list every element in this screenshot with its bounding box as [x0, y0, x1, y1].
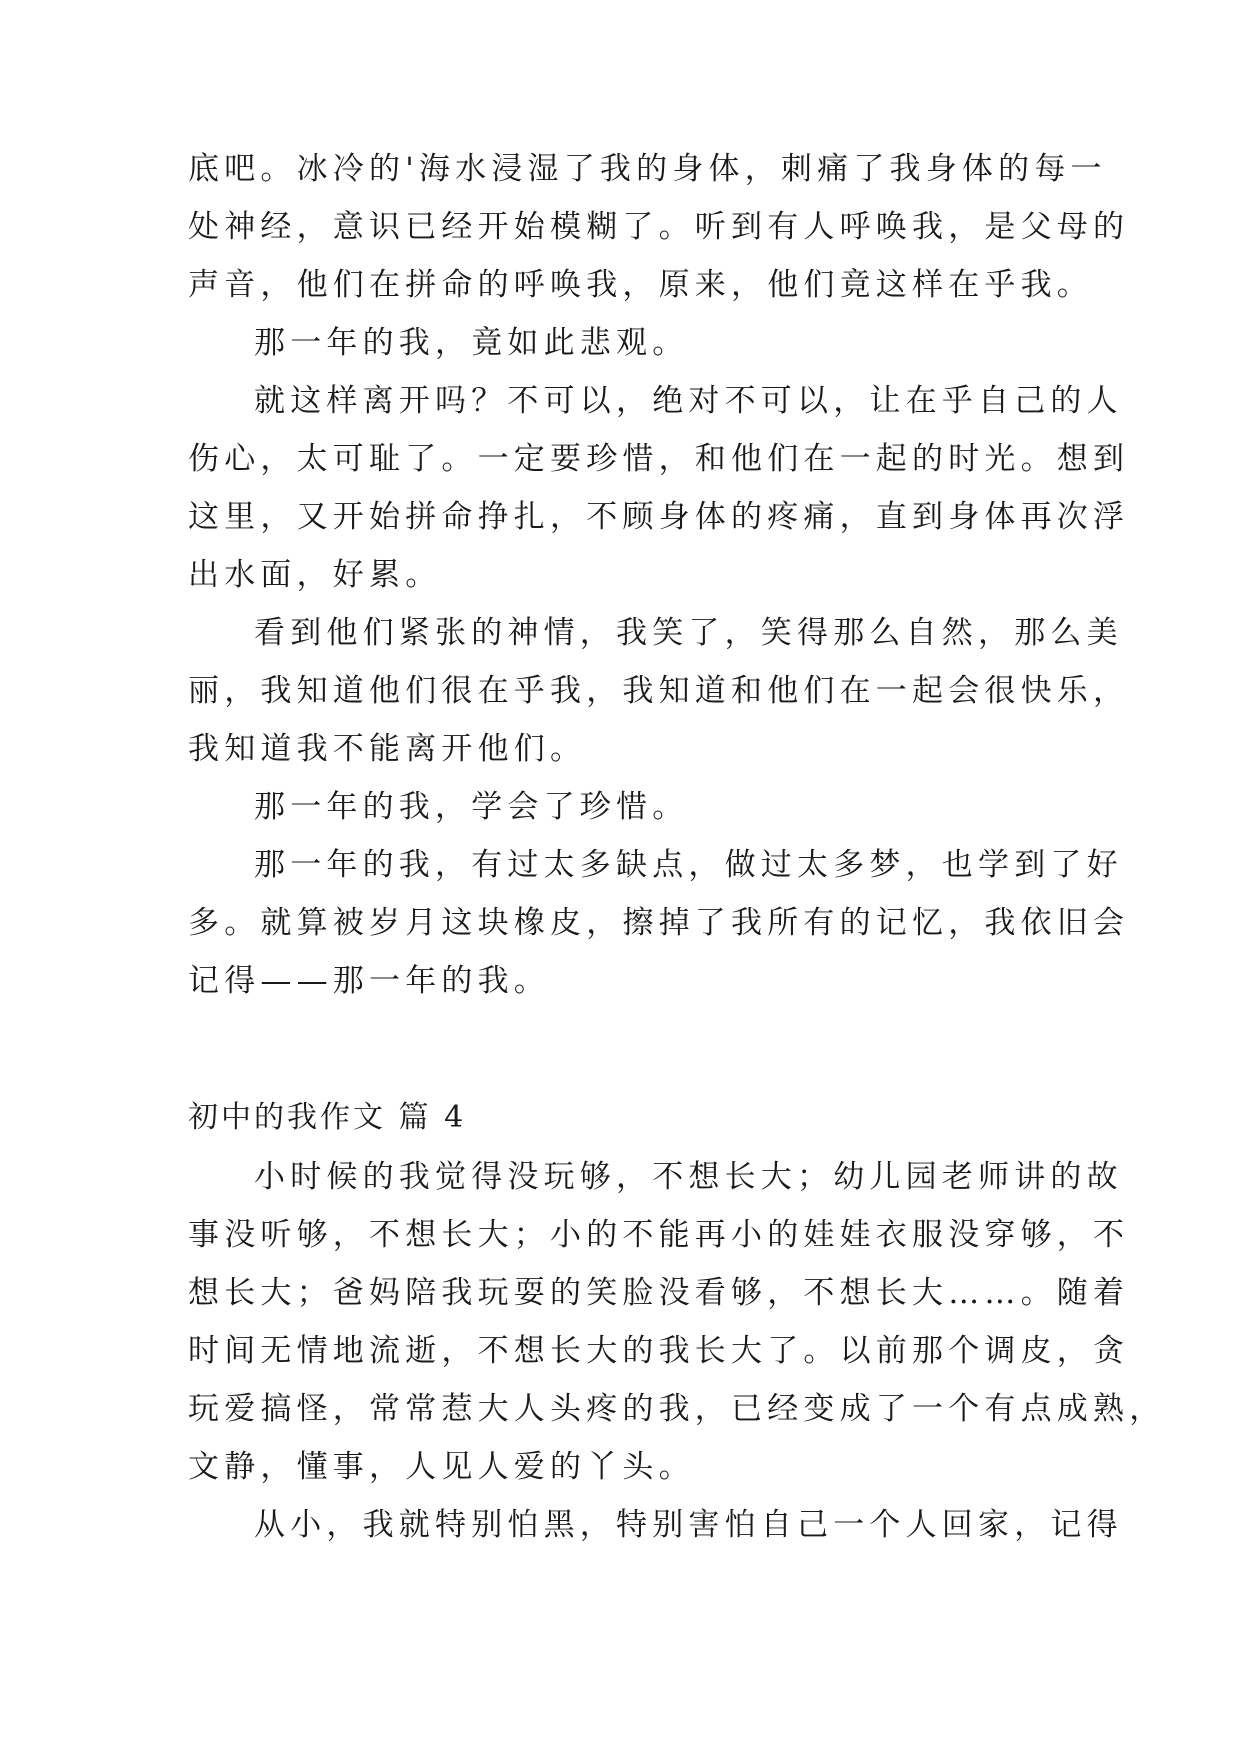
text-line: 多。就算被岁月这块橡皮，擦掉了我所有的记忆，我依旧会: [188, 905, 1130, 941]
text-line: 时间无情地流逝，不想长大的我长大了。以前那个调皮，贪: [188, 1333, 1130, 1369]
text-line: 小时候的我觉得没玩够，不想长大；幼儿园老师讲的故: [254, 1159, 1123, 1195]
text-line: 事没听够，不想长大；小的不能再小的娃娃衣服没穿够，不: [188, 1217, 1130, 1253]
text-line: 文静，懂事，人见人爱的丫头。: [188, 1449, 695, 1485]
text-line: 那一年的我，竟如此悲观。: [254, 325, 689, 361]
text-line: 伤心，太可耻了。一定要珍惜，和他们在一起的时光。想到: [188, 441, 1130, 477]
text-line: 出水面，好累。: [188, 557, 442, 593]
text-line: 记得——那一年的我。: [188, 963, 550, 999]
essay-section-2: [188, 1088, 1166, 1554]
text-line: 这里，又开始拼命挣扎，不顾身体的疼痛，直到身体再次浮: [188, 499, 1130, 535]
text-line: 就这样离开吗？不可以，绝对不可以，让在乎自己的人: [254, 383, 1123, 419]
text-line: 处神经，意识已经开始模糊了。听到有人呼唤我，是父母的: [188, 209, 1130, 245]
essay-section-1: [188, 140, 1130, 1010]
text-line: 从小，我就特别怕黑，特别害怕自己一个人回家，记得: [254, 1507, 1123, 1543]
text-line: 那一年的我，学会了珍惜。: [254, 789, 689, 825]
text-line: 玩爱搞怪，常常惹大人头疼的我，已经变成了一个有点成熟，: [188, 1391, 1166, 1427]
text-line: 想长大；爸妈陪我玩耍的笑脸没看够，不想长大……。随着: [188, 1275, 1130, 1311]
text-line: 声音，他们在拼命的呼唤我，原来，他们竟这样在乎我。: [188, 267, 1093, 303]
text-line: 看到他们紧张的神情，我笑了，笑得那么自然，那么美: [254, 615, 1123, 651]
section-heading: 初中的我作文 篇 4: [188, 1100, 467, 1135]
text-line: 底吧。冰冷的'海水浸湿了我的身体，刺痛了我身体的每一: [188, 151, 1107, 187]
text-line: 丽，我知道他们很在乎我，我知道和他们在一起会很快乐，: [188, 673, 1130, 709]
text-line: 那一年的我，有过太多缺点，做过太多梦，也学到了好: [254, 847, 1123, 883]
text-line: 我知道我不能离开他们。: [188, 731, 587, 767]
